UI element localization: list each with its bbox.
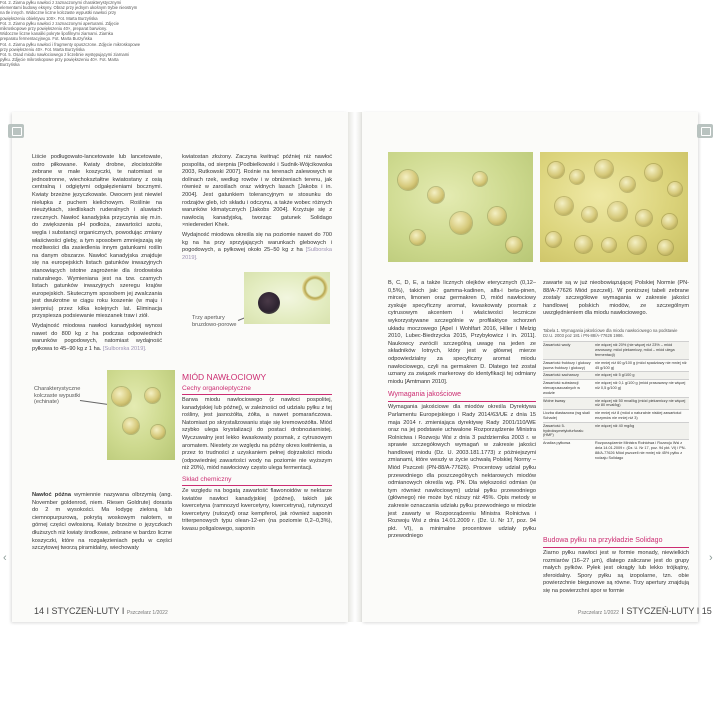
- organoleptic-subtitle: Cechy organoleptyczne: [182, 385, 251, 392]
- next-page-arrow-icon[interactable]: ›: [709, 552, 713, 564]
- table-row: Zawartość wody nie więcej niż 20% (nie więcej niż 23% – miód wrzosowy, miód piekarniczy, miód – miód ulega fermentacji): [543, 341, 689, 358]
- fig5-caption: Fot. 5. Osad miodu nawłociowego z liczebnie występującymi ziarnami pyłku. Zdjęcie mikroskopowe przy powiększeniu 40×. Fot. Marta Burzyńska: [0, 52, 130, 68]
- pollen-photo-4: [388, 152, 533, 262]
- pollen-structure-rule: [543, 547, 689, 548]
- left-col1-paragraph-2: Wydajność miodowa nawłoci kanadyjskiej wynosi nawet do 800 kg z ha podczas odpowiednich warunków pogodowych, natomiast wydajność pyłkowa to 45–90 kg z 1 ha. [Sulborska 2019].: [32, 323, 162, 352]
- honey-section-title: MIÓD NAWŁOCIOWY: [182, 372, 267, 382]
- right-magazine-name: Pszczelarz 1/2022: [578, 610, 619, 616]
- fig2-caption: Fot. 2. Ziarna pyłku nawłoci z zaznaczonymi charakterystycznymi elementami budowy eksyny. Obraz przy jednym ukośnym trybie nieostrym na tle innych. Widoczne liczne kolczaste wypustki nawłoci przy powiększeniu obiektywu 100×. Fot. Marta Burzyńska: [0, 0, 138, 21]
- left-col2-paragraph: kwiatostan złożony. Zaczyna kwitnąć później niż nawłoć pospolita, od sierpnia [Podbielkowski i Sudnik-Wójcikowska 2003, Rutkowski 2007]. Rośnie na terenach zalewowych w dolinach rzek, według rowów i w obniżeniach terenu, jak również w zaroślach oraz widnych lasach [Jakobs i in. 2004]. Jest gatunkiem tolerancyjnym w stosunku do rodzajów gleb, ich składu i odczynu, a także wobec różnych warunków klimatycznych [Jakobs 2004]. Krzyżuje się z nawłocią kanadyjską, tworząc gatunek Solidago ×niederederi Khek.: [182, 154, 332, 229]
- left-page-footer: [34, 606, 168, 616]
- pollen-structure-paragraph: Ziarno pyłku nawłoci jest w formie monady, niewielkich rozmiarów (16–27 µm), dlatego zaliczane jest do grupy małych pyłków. Pyłek jest okrągły lub lekko trójkątny, sferoidalny. Spory pyłku są izopolarne, tzn. obie powierzchnie biegunowe są równe. Trzy apertury znajdują się na powierzchni spor w formie: [543, 550, 689, 594]
- late-goldenrod-paragraph: Nawłoć późna wymiennie nazywana olbrzymią (ang. November goldenrod, niem. Riesen Goldrute) dorasta do 2 m wysokości. Ma łodygę zieloną lub ciemnopurpurową, pokrytą woskowym nalotem, w górnej części owłosioną. Kwiaty brzeżne o języczkach dłuższych niż kwiaty środkowe, zebrane w bardzo liczne koszyczki, które na rozgałęzieniach pędu w części szczytowej tworzą piramidalny, wiechowaty: [32, 492, 173, 552]
- table-row: Analiza pyłkowa Rozporządzenie Ministra Rolnictwa i Rozwoju Wsi z dnia 14.01.2009 r. (Dz. U. Nr 17, poz. 94 pkt. VI) i PN-88/A-77626 Miód pszczeli nie mniej niż 45% pyłku z rodzaju Solidago: [543, 439, 689, 461]
- echinate-callout: Charakterystyczne kolczaste wypustki (echinate): [34, 386, 81, 406]
- left-magazine-name: Pszczelarz 1/2022: [126, 610, 168, 616]
- right-col1-paragraph: B, C, D, E, a także licznych olejków eterycznych (0,12–0,5%), takich jak: gamma-kadinen, alfa-i beta-pinen, mircen, limonen oraz germakren D, miód nawłociowy zyskuje specyficzny aromat, kwaskowaty posmak z cytrusowym akcentem i właściwości lecznicze wykorzystywane szczególnie w profilaktyce schorzeń układu moczowego [Apel i Wohlfart 2016, Hiller i Melzig 2010, Lubec-Biedrzycka 2015, Przybyłowicz i in. 2011]. Naukowcy zwrócili szczególną uwagę na jeden ze składników lotnych, który jest w głównej mierze odpowiedzialny za specyficzny aromat miodu nawłociowego, czyli na germakren D. Dlatego też został uznany za związek markerowy do identyfikacji tej odmiany miodu [Amtmann 2010].: [388, 280, 536, 385]
- left-page-tab-icon: [8, 124, 24, 138]
- table-row: Zawartość fruktozy i glukozy (suma fruktozy i glukozy) nie mniej niż 60 g/100 g (miód spadziowy nie mniej niż 45 g/100 g): [543, 359, 689, 372]
- left-page-number: 14 I STYCZEŃ-LUTY I: [34, 606, 125, 616]
- left-col2-top: [182, 154, 332, 264]
- right-page-footer: [578, 606, 712, 616]
- chemical-paragraph: Ze względu na bogatą zawartość flawonoidów w nektarze kwiatów nawłoci kanadyjskiej (późnej), takich jak kwercetyna (ramnozyd kwercetyny, kwercetryna), rutynozyd kwercetyny (rutozyd) oraz kempferol, jak również saponin triterpenowych typu olean-12-en (na poziomie 0,2–0,3%), kwasu poligalowego, saponin: [182, 487, 332, 532]
- pollen-photo-3: [244, 272, 330, 324]
- quality-paragraph: Wymagania jakościowe dla miodów określa Dyrektywa Parlamentu Europejskiego i Rady 2014/63/UE z dnia 15 maja 2014 r. zmieniająca dyrektywę Rady 2001/110/WE oraz na jej podstawie uchwalone Rozporządzenie Ministra Rolnictwa i Rozwoju Wsi z dnia 3 października 2003 r. w sprawie szczegółowych wymagań w zakresie jakości handlowej miodu (Dz. U. 2003.181.1773) z późniejszymi zmianami, które weszły w życie uchwałą Polskiej Normy – Miód Pszczeli (PN-88/A-77626). Procentowy udział pyłku przewodniego dla poszczególnych nektarowych miodów odmianowych określa wg. PN. Dla większości odmian (w tym również nawłociowym) udział pyłku przewodniego (głównego) nie może być niższy niż 45%. Opis metody w zakresie oznaczania udziału pyłku przewodniego w miodzie jest zawarty w Rozporządzeniu Ministra Rolnictwa i Rozwoju Wsi z dnia 14.01.2009 r. (Dz. U. Nr 17, poz. 94 pkt. VI), a minimalne procentowe udziały pyłku przewodniego: [388, 404, 536, 540]
- table-row: Zawartość substancji nierozpuszczalnych w wodzie nie więcej niż 0,1 g/100 g (miód prasowany nie więcej niż 0,5 g/100 g): [543, 379, 689, 396]
- apertures-callout: Trzy apertury bruzdowo-porowe: [192, 315, 237, 328]
- right-page-number: I STYCZEŃ-LUTY I 15: [621, 606, 712, 616]
- left-col2-paragraph-2: Wydajność miodowa określa się na poziomie nawet do 700 kg na ha przy sprzyjających warunkach glebowych i pogodowych, a pyłkowej około 25–50 kg z ha [Sulborska 2019].: [182, 231, 332, 261]
- quality-section-title: Wymagania jakościowe: [388, 391, 462, 399]
- pollen-photo-5: [540, 152, 688, 262]
- chemical-subtitle: Skład chemiczny: [182, 475, 232, 483]
- fig3-caption: Fot. 3. Ziarno pyłku nawłoci z zaznaczonymi aperturami. Zdjęcie mikroskopowe przy powiększeniu 40×, preparat barwiony. Widoczne liczne kanaliki pokryte lipofilnymi ziarnami. Ziarnka preparatu fermentacyjnego. Fot. Marta Burzyńska: [0, 20, 119, 42]
- right-col2-top: [543, 280, 689, 320]
- page-gutter: [348, 112, 362, 622]
- fig4-caption: Fot. 4. Ziarna pyłku nawłoci i fragmenty opuszczone. Zdjęcie mikroskopowe przy powiększeniu 40×. Fot. Marta Burzyńska: [0, 41, 141, 52]
- right-col1: [388, 280, 536, 543]
- previous-page-arrow-icon[interactable]: ‹: [3, 552, 7, 564]
- left-col1-paragraph: Liście podługowato-lancetowate lub lancetowate, ostro piłkowane. Kwiaty drobne, złocistożółte zebrane w małe koszyczki, te natomiast w jednostronne, wiechokształtne kwiatostany z osią centralną i odgiętymi odgałęzieniami bocznymi. Kwiaty brzeżne języczkowate. Owocem jest niewiel niełupka z puchem kielichowym. Roślinie na nieużytkach, siedliskach ruderalnych i aluwiach rzecznych. Nawłoć kanadyjska przyczynia się m.in. do zwiększenia pH podłoża, zawartości azotu, węgla i substancji organicznych, powodując zmiany właściwości gleby, a tym sposobem zmniejszają się możliwości dla zasiedlenia innym gatunkami roślin na danym obszarze. Nawłoć kanadyjska znajduje się na europejskich listach gatunków inwazyjnych stanowiących istotne zagrożenie dla środowiska naturalnego. Wymieniana jest na tzw. czarnych listach gatunków inwazyjnych szeregu krajów europejskich. Skutecznym sposobem jej zwalczania jest dwukrotne w ciągu roku koszenie (w maju i sierpniu) przez kilka kolejnych lat. Eliminacja przyspiesza podsiewanie mieszanek traw i ziół.: [32, 154, 162, 320]
- table-row: Wolne kwasy nie więcej niż 50 mval/kg (miód piekarniczy nie więcej niż 80 mval/kg): [543, 397, 689, 410]
- right-page-tab-icon: [697, 124, 713, 138]
- chemical-rule: [182, 485, 332, 486]
- left-col1-bottom: [32, 492, 172, 555]
- pollen-photo-2: [107, 370, 175, 460]
- left-col1-top: [32, 154, 162, 355]
- table-row: Zawartość 5-hydroksymetylofurfuralu (HMF) nie więcej niż 40 mg/kg: [543, 422, 689, 439]
- left-col2-honey-section: [182, 368, 332, 536]
- quality-table: [543, 328, 689, 461]
- organoleptic-paragraph: Barwa miodu nawłociowego (z nawłoci pospolitej, kanadyjskiej lub późnej), w zależności od udziału pyłku z tej rośliny, jest jasnożółta, żółta, a nawet pomarańczowa. Natomiast po skrystalizowaniu staje się kremowożółta. Miód szybko ulega krystalizacji do postaci drobnoziarnistej. Wyczuwalny jest lekko kwaskowaty posmak, z cytrusowym aromatem. Niestety ze względu na późny okres kwitnienia, a przez to trudności z uzyskaniem pełnej dojrzałości miodu (odpowiedniej zawartości wody na poziomie nie wyższym niż 20%), miód nawłociowy często ulega fermentacji.: [182, 397, 332, 472]
- organoleptic-rule: [182, 394, 332, 395]
- quality-table-title: Tabela 1. Wymagania jakościowe dla miodu nawłociowego na podstawie Dz.U. 2003 poz 181 i PN-88/A-77626 1986.: [543, 328, 678, 339]
- quality-rule: [388, 401, 536, 402]
- right-col2-paragraph: zawarte są w już nieobowiązującej Polskiej Normie (PN-88/A-77626 Miód pszczeli). W poniższej tabeli zebrane zostały szczegółowe wymagania w zakresie jakości handlowej polskich miodów, ze szczególnym uwzględnieniem dla miodu nawłociowego.: [543, 280, 689, 317]
- pollen-structure-title: Budowa pyłku na przykładzie Solidago: [543, 537, 663, 544]
- table-row: Liczba diastazowa (wg skali Schade) nie mniej niż 8 (miód o naturalnie niskiej zawartości enzymów nie mniej niż 3): [543, 409, 689, 422]
- right-col2-bottom: [543, 532, 689, 598]
- table-row: Zawartość sacharozy nie więcej niż 5 g/100 g: [543, 371, 689, 379]
